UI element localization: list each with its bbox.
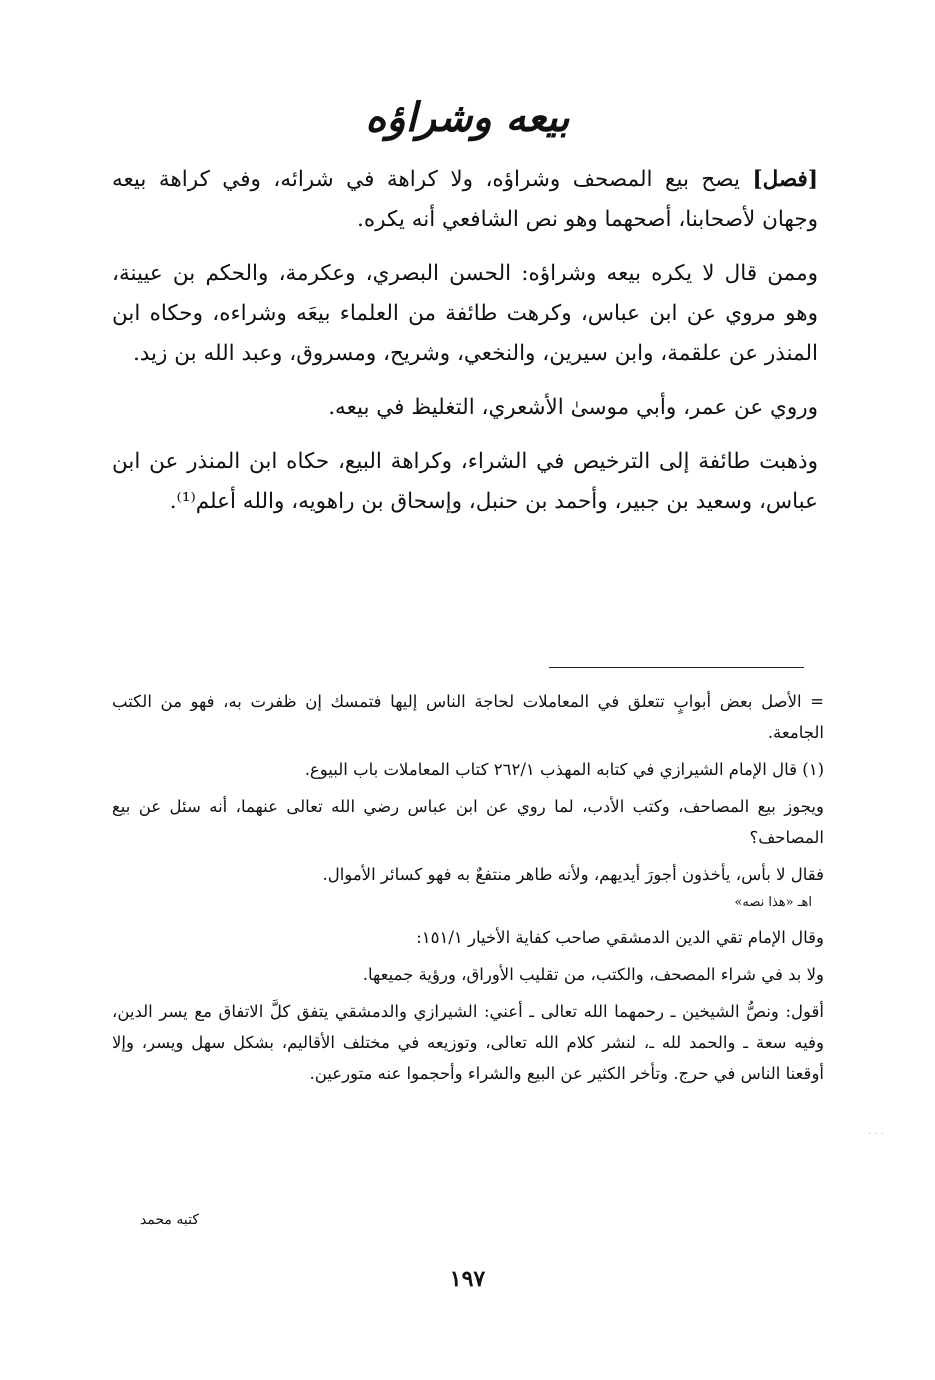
footnote-citation: وقال الإمام تقي الدين الدمشقي صاحب كفاية الأخيار ١٥١/١:: [416, 928, 824, 947]
paragraph-4: وذهبت طائفة إلى الترخيص في الشراء، وكراهة البيع، حكاه ابن المنذر عن ابن عباس، وسعيد بن جبير، وأحمد بن حنبل، وإسحاق بن راهويه، والله أعلم⁽¹⁾.: [112, 449, 818, 514]
footnote-end-mark: اهـ «هذا نصه»: [734, 895, 812, 910]
footnote-quote-3: ولا بد في شراء المصحف، والكتب، من تقليب الأوراق، ورؤية جميعها.: [362, 965, 824, 984]
page-number: ١٩٧: [449, 1266, 486, 1292]
section-marker: [فصل]: [752, 167, 818, 192]
scan-speck: · · ·: [868, 1129, 884, 1140]
paragraph-2: وممن قال لا يكره بيعه وشراؤه: الحسن البصري، وعكرمة، والحكم بن عيينة، وهو مروي عن ابن عباس، وكرهت طائفة من العلماء بيعَه وشراءه، وحكاه ابن المنذر عن علقمة، وابن سيرين، والنخعي، وشريح، ومسروق، وعبد الله بن زيد.: [112, 261, 818, 366]
signature: كتبه محمد: [139, 1212, 199, 1228]
footnote-1: (١) قال الإمام الشيرازي في كتابه المهذب ٢٦٢/١ كتاب المعاملات باب البيوع.: [304, 760, 824, 779]
chapter-title: بيعه وشراؤه: [365, 94, 570, 141]
main-text: [112, 160, 818, 536]
paragraph-3: وروي عن عمر، وأبي موسىٰ الأشعري، التغليظ في بيعه.: [328, 395, 818, 420]
footnotes: [112, 686, 824, 1095]
paragraph-1: [112, 160, 818, 240]
footnote-quote-1: ويجوز بيع المصاحف، وكتب الأدب، لما روي عن ابن عباس رضي الله تعالى عنهما، أنه سئل عن بيع المصاحف؟: [112, 797, 824, 847]
paragraph-1-text: يصح بيع المصحف وشراؤه، ولا كراهة في شرائه، وفي كراهة بيعه وجهان لأصحابنا، أصحهما وهو نص الشافعي أنه يكره.: [112, 167, 818, 232]
footnote-separator: [549, 667, 804, 668]
footnote-commentary: أقول: ونصُّ الشيخين ـ رحمهما الله تعالى ـ أعني: الشيرازي والدمشقي يتفق كلَّ الاتفاق مع يسر الدين، وفيه سعة ـ والحمد لله ـ، لنشر كلام الله تعالى، وتوزيعه في مختلف الأقاليم، بشكل سهل ويسر، وإلا أوقعنا الناس في حرج. وتأخر الكثير عن البيع والشراء وأحجموا عنه متورعين.: [112, 1002, 824, 1083]
footnote-continuation: = الأصل بعض أبوابٍ تتعلق في المعاملات لحاجة الناس إليها فتمسك إن ظفرت به، فهو من الكتب الجامعة.: [112, 692, 824, 742]
footnote-quote-2: فقال لا بأس، يأخذون أجورَ أيديهم، ولأنه طاهر منتفعٌ به فهو كسائر الأموال.: [322, 865, 824, 884]
